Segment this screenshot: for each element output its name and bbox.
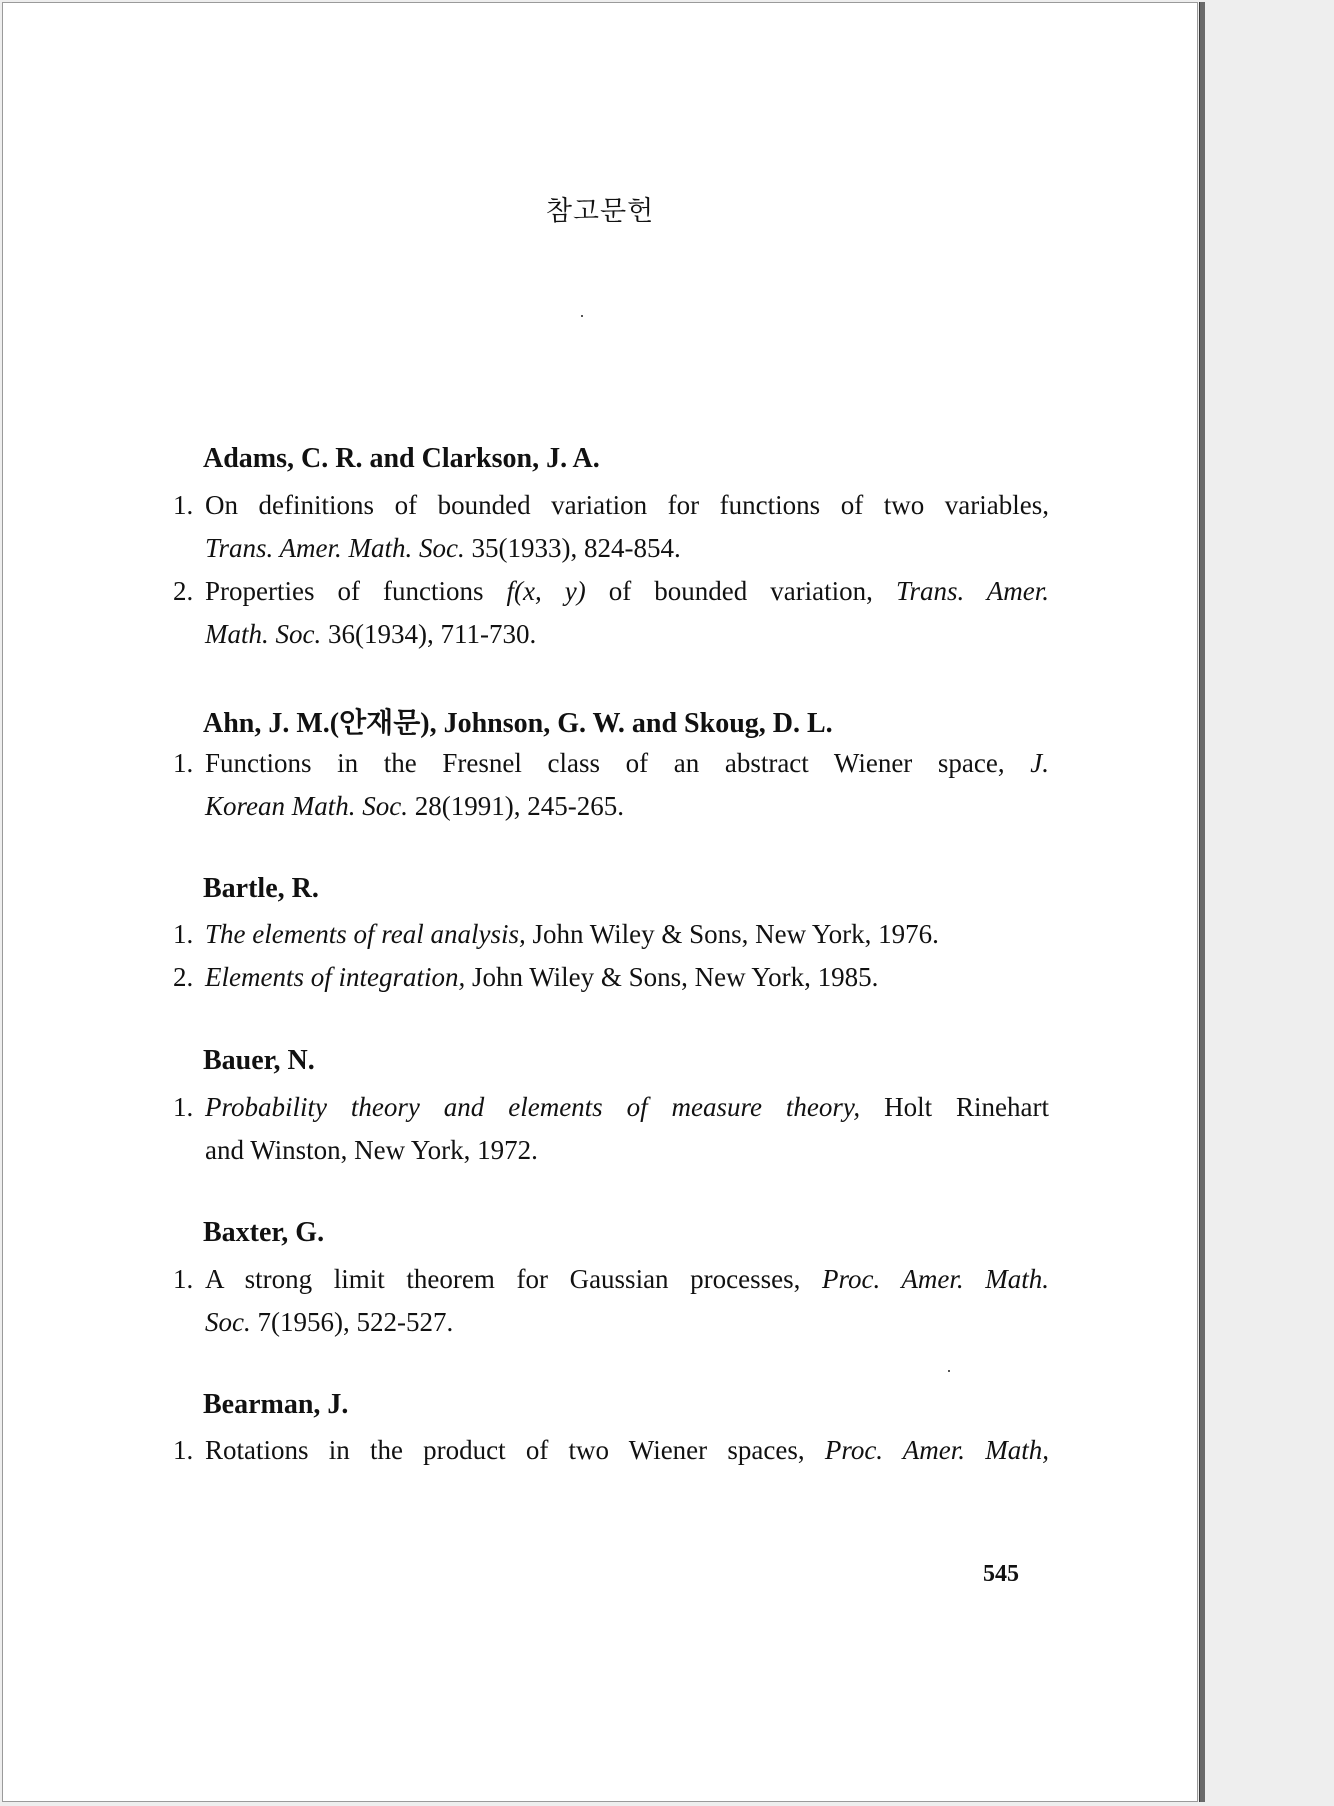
entry-author: Ahn, J. M.(안재문), Johnson, G. W. and Skoug, D. L. <box>203 708 833 739</box>
reference-item <box>173 1258 1049 1344</box>
book-title: Probability theory and elements of measure theory, <box>205 1092 861 1122</box>
reference-math: f(x, y) <box>506 576 586 606</box>
reference-citation: 7(1956), 522-527. <box>250 1307 454 1337</box>
reference-item <box>173 742 1049 828</box>
page-number: 545 <box>983 1561 1019 1587</box>
reference-citation: John Wiley & Sons, New York, 1976. <box>525 919 939 949</box>
reference-citation: John Wiley & Sons, New York, 1985. <box>465 962 879 992</box>
journal-name: Math. Soc. <box>205 619 322 649</box>
reference-citation: and Winston, New York, 1972. <box>205 1135 538 1165</box>
reference-citation: 36(1934), 711-730. <box>321 619 537 649</box>
page-edge-shadow <box>1199 2 1205 1802</box>
reference-number: 1. <box>173 1092 194 1122</box>
entry-author: Bartle, R. <box>203 873 319 904</box>
journal-name: Korean Math. Soc. <box>205 791 408 821</box>
reference-item <box>173 1086 1049 1172</box>
reference-item <box>173 484 1049 570</box>
book-title: Elements of integration, <box>205 962 466 992</box>
reference-title: A strong limit theorem for Gaussian processes, <box>205 1264 823 1294</box>
reference-item <box>173 956 1049 999</box>
entry-author: Bauer, N. <box>203 1045 315 1076</box>
entry-author: Bearman, J. <box>203 1389 349 1420</box>
journal-name: Proc. Amer. Math. <box>822 1264 1049 1294</box>
reference-citation: 35(1933), 824-854. <box>464 533 681 563</box>
journal-name: Proc. Amer. Math, <box>824 1435 1049 1465</box>
page-header: 참고문헌 <box>545 196 655 227</box>
reference-title: Rotations in the product of two Wiener spaces, <box>205 1435 825 1465</box>
reference-item <box>173 913 1049 956</box>
reference-title: Properties of functions <box>205 576 507 606</box>
speck <box>581 315 583 317</box>
book-title: The elements of real analysis, <box>205 919 526 949</box>
reference-number: 1. <box>173 1264 194 1294</box>
reference-title: Functions in the Fresnel class of an abstract Wiener space, <box>205 748 1031 778</box>
reference-item <box>173 570 1049 656</box>
reference-title: of bounded variation, <box>585 576 896 606</box>
reference-number: 1. <box>173 748 194 778</box>
entry-author: Adams, C. R. and Clarkson, J. A. <box>203 443 600 474</box>
journal-name: Trans. Amer. <box>895 576 1049 606</box>
reference-number: 2. <box>173 576 194 606</box>
journal-name: Trans. Amer. Math. Soc. <box>205 533 465 563</box>
reference-citation: Holt Rinehart <box>860 1092 1049 1122</box>
reference-citation: 28(1991), 245-265. <box>407 791 624 821</box>
reference-number: 1. <box>173 490 194 520</box>
reference-title: On definitions of bounded variation for functions of two variables, <box>205 490 1049 520</box>
reference-number: 1. <box>173 919 194 949</box>
reference-number: 1. <box>173 1435 194 1465</box>
document-page <box>2 2 1198 1802</box>
reference-item <box>173 1429 1049 1472</box>
entry-author: Baxter, G. <box>203 1217 325 1248</box>
speck <box>948 1370 950 1372</box>
journal-name: Soc. <box>205 1307 251 1337</box>
journal-name: J. <box>1030 748 1049 778</box>
reference-number: 2. <box>173 962 194 992</box>
